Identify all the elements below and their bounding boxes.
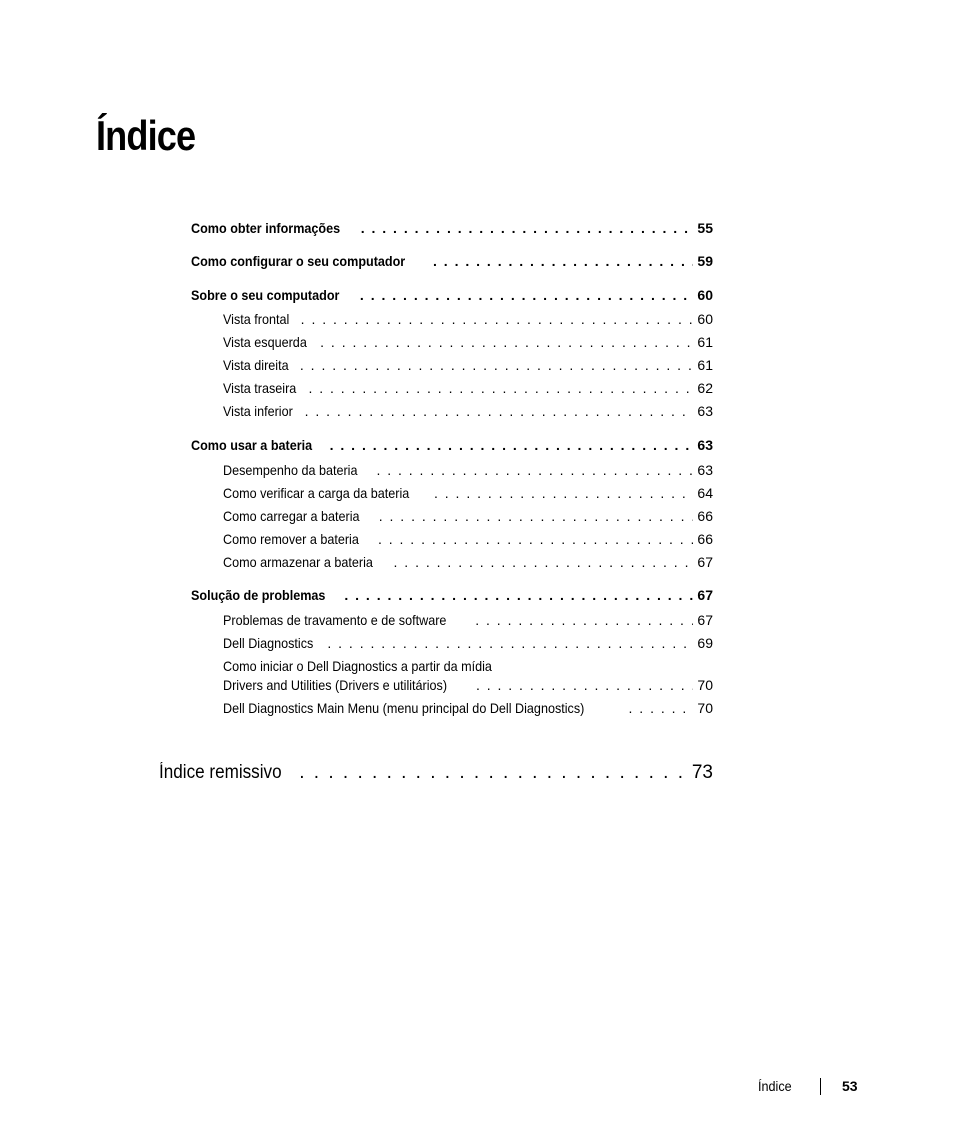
- toc-entry-page: 63: [697, 403, 713, 419]
- dot-leader: [344, 586, 693, 604]
- toc-entry-como-configurar[interactable]: [191, 252, 713, 270]
- toc-entry-page: 61: [697, 334, 713, 350]
- toc-entry-armazenar-bateria[interactable]: [223, 553, 713, 571]
- toc-entry-vista-traseira[interactable]: [223, 379, 713, 397]
- toc-entry-label: Como remover a bateria: [223, 531, 359, 547]
- toc-entry-problemas-travamento[interactable]: [223, 611, 713, 629]
- toc-entry-page: 63: [697, 437, 713, 453]
- dot-leader: [305, 402, 693, 420]
- toc-entry-label: Desempenho da bateria: [223, 462, 358, 478]
- dot-leader: [300, 356, 693, 374]
- toc-entry-label: Como verificar a carga da bateria: [223, 485, 410, 501]
- dot-leader: [476, 676, 693, 694]
- toc-entry-label: Sobre o seu computador: [191, 287, 340, 303]
- dot-leader: [299, 761, 688, 785]
- toc-entry-carregar-bateria[interactable]: [223, 507, 713, 525]
- toc-entry-label: Dell Diagnostics: [223, 635, 314, 651]
- toc-entry-label: Vista frontal: [223, 311, 290, 327]
- dot-leader: [378, 530, 693, 548]
- footer-separator: [820, 1078, 821, 1095]
- dot-leader: [330, 436, 693, 454]
- toc-entry-label: Solução de problemas: [191, 587, 326, 603]
- dot-leader: [379, 507, 693, 525]
- toc-entry-label: Índice remissivo: [159, 762, 282, 783]
- dot-leader: [320, 333, 693, 351]
- toc-entry-verificar-carga[interactable]: [223, 484, 713, 502]
- toc-entry-sobre-o-computador[interactable]: [191, 286, 713, 304]
- toc-entry-page: 67: [697, 612, 713, 628]
- dot-leader: [475, 611, 693, 629]
- toc-entry-page: 69: [697, 635, 713, 651]
- dot-leader: [301, 310, 693, 328]
- toc-entry-label: Como usar a bateria: [191, 437, 313, 453]
- toc-entry-dell-diagnostics[interactable]: [223, 634, 713, 652]
- toc-entry-label: Vista esquerda: [223, 334, 307, 350]
- toc-entry-iniciar-dell-diagnostics[interactable]: [223, 676, 713, 694]
- toc-entry-page: 55: [697, 220, 713, 236]
- toc-entry-page: 61: [697, 357, 713, 373]
- toc-entry-page: 59: [697, 253, 713, 269]
- toc-entry-page: 70: [697, 700, 713, 716]
- dot-leader: [629, 699, 693, 717]
- toc-entry-page: 66: [697, 531, 713, 547]
- toc-entry-page: 64: [697, 485, 713, 501]
- toc-entry-vista-inferior[interactable]: [223, 402, 713, 420]
- toc-entry-page: 67: [697, 554, 713, 570]
- toc-entry-remover-bateria[interactable]: [223, 530, 713, 548]
- toc-entry-main-menu[interactable]: [223, 699, 713, 717]
- dot-leader: [308, 379, 693, 397]
- dot-leader: [376, 461, 693, 479]
- toc-entry-page: 67: [697, 587, 713, 603]
- toc-entry-solucao-problemas[interactable]: [191, 586, 713, 604]
- dot-leader: [433, 252, 693, 270]
- toc-entry-label: Problemas de travamento e de software: [223, 612, 447, 628]
- toc-entry-page: 62: [697, 380, 713, 396]
- dot-leader: [327, 634, 693, 652]
- footer-page-number: 53: [842, 1078, 858, 1094]
- toc-entry-page: 60: [697, 311, 713, 327]
- toc-entry-page: 66: [697, 508, 713, 524]
- toc-entry-label: Como obter informações: [191, 220, 341, 236]
- dot-leader: [360, 286, 693, 304]
- toc-entry-desempenho-bateria[interactable]: [223, 461, 713, 479]
- toc-entry-label: Drivers and Utilities (Drivers e utilitários): [223, 677, 448, 693]
- dot-leader: [434, 484, 693, 502]
- page-title: Índice: [96, 112, 196, 159]
- toc-entry-page: 60: [697, 287, 713, 303]
- toc-entry-como-usar-bateria[interactable]: [191, 436, 713, 454]
- toc-entry-label: Vista direita: [223, 357, 289, 373]
- footer-section-label: Índice: [758, 1078, 792, 1094]
- dot-leader: [361, 219, 693, 237]
- toc-entry-page: 70: [697, 677, 713, 693]
- toc-entry-label: Como carregar a bateria: [223, 508, 360, 524]
- dot-leader: [394, 553, 693, 571]
- toc-entry-label: Vista traseira: [223, 380, 297, 396]
- toc-entry-label-line1[interactable]: Como iniciar o Dell Diagnostics a partir da mídia: [223, 658, 492, 674]
- toc-entry-vista-direita[interactable]: [223, 356, 713, 374]
- toc-entry-page: 63: [697, 462, 713, 478]
- toc-entry-label: Como armazenar a bateria: [223, 554, 373, 570]
- toc-entry-como-obter-informacoes[interactable]: [191, 219, 713, 237]
- toc-entry-page: 73: [691, 762, 713, 783]
- toc-entry-indice-remissivo[interactable]: [159, 761, 713, 785]
- toc-entry-label: Vista inferior: [223, 403, 293, 419]
- toc-entry-label: Dell Diagnostics Main Menu (menu principal do Dell Diagnostics): [223, 700, 585, 716]
- toc-entry-label: Como configurar o seu computador: [191, 253, 406, 269]
- toc-entry-vista-esquerda[interactable]: [223, 333, 713, 351]
- toc-entry-vista-frontal[interactable]: [223, 310, 713, 328]
